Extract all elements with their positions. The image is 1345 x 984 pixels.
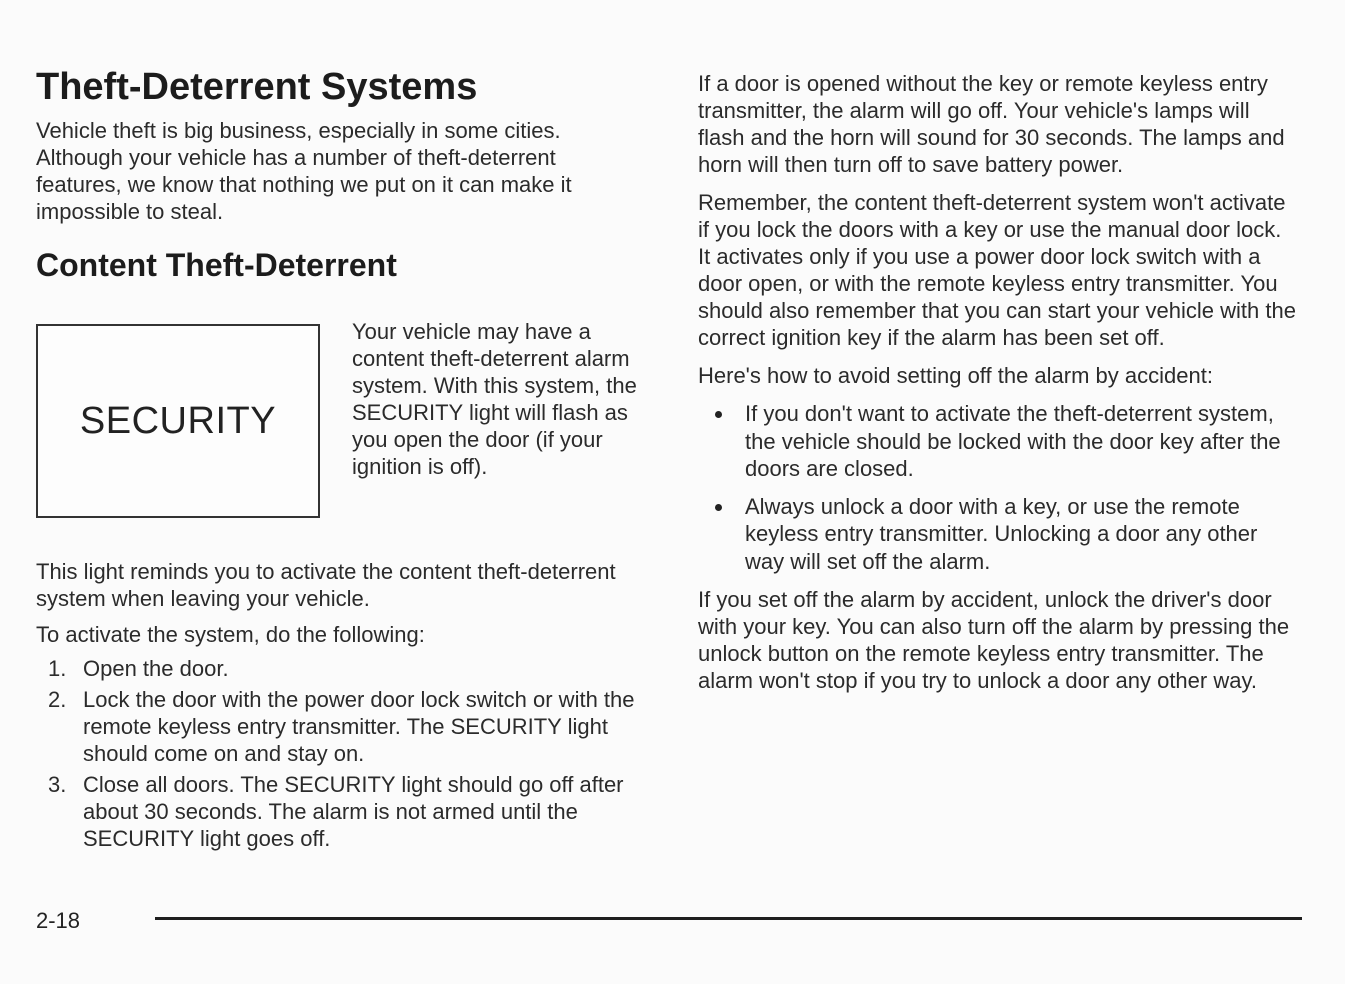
list-item [698, 493, 1298, 576]
accident-paragraph: If you set off the alarm by accident, unlock the driver's door with your key. You can also turn off the alarm by pressing the unlock button on the remote keyless entry transmitter. The alarm won't stop if you try to unlock a door any other way. [698, 587, 1290, 693]
list-item [698, 400, 1298, 483]
remember-paragraph: Remember, the content theft-deterrent system won't activate if you lock the doors with a key or use the manual door lock. It activates only if you use a power door lock switch with a door open, or with the remote keyless entry transmitter. You should also remember that you can start your vehicle with the correct ignition key if the alarm has been set off. [698, 190, 1296, 350]
security-light-block [36, 310, 646, 532]
list-item [36, 655, 646, 682]
list-item [36, 686, 646, 767]
left-column [36, 66, 646, 856]
step-text: Close all doors. The SECURITY light should go off after about 30 seconds. The alarm is not armed until the SECURITY light goes off. [83, 772, 624, 851]
bullet-text: Always unlock a door with a key, or use the remote keyless entry transmitter. Unlocking a door any other way will set off the alarm. [745, 493, 1258, 574]
activate-intro: To activate the system, do the following: [36, 622, 425, 647]
security-label: SECURITY [79, 399, 277, 442]
avoid-alarm-list [698, 400, 1298, 575]
activation-steps [36, 655, 646, 852]
step-number: 3. [48, 772, 67, 797]
right-column [698, 70, 1298, 705]
bullet-icon [715, 411, 722, 418]
avoid-intro: Here's how to avoid setting off the alarm by accident: [698, 363, 1213, 388]
bullet-icon [715, 504, 722, 511]
step-number: 2. [48, 687, 67, 712]
subsection-title: Content Theft-Deterrent [36, 247, 397, 283]
security-indicator-icon [36, 324, 320, 518]
list-item [36, 771, 646, 852]
bullet-text: If you don't want to activate the theft-deterrent system, the vehicle should be locked with the door key after the doors are closed. [745, 401, 1281, 481]
security-description: Your vehicle may have a content theft-deterrent alarm system. With this system, the SECURITY light will flash as you open the door (if your ignition is off). [352, 319, 637, 479]
reminder-paragraph: This light reminds you to activate the content theft-deterrent system when leaving your vehicle. [36, 559, 616, 611]
page-number: 2-18 [36, 908, 81, 933]
footer-divider [155, 917, 1302, 920]
section-title: Theft-Deterrent Systems [36, 66, 478, 108]
alarm-paragraph: If a door is opened without the key or remote keyless entry transmitter, the alarm will go off. Your vehicle's lamps will flash and the horn will sound for 30 seconds. The lamps and horn will then turn off to save battery power. [698, 71, 1285, 177]
step-text: Lock the door with the power door lock switch or with the remote keyless entry transmitter. The SECURITY light should come on and stay on. [83, 687, 635, 766]
step-number: 1. [48, 656, 67, 681]
intro-paragraph: Vehicle theft is big business, especially in some cities. Although your vehicle has a number of theft-deterrent features, we know that nothing we put on it can make it impossible to steal. [36, 118, 572, 224]
step-text: Open the door. [83, 656, 229, 681]
